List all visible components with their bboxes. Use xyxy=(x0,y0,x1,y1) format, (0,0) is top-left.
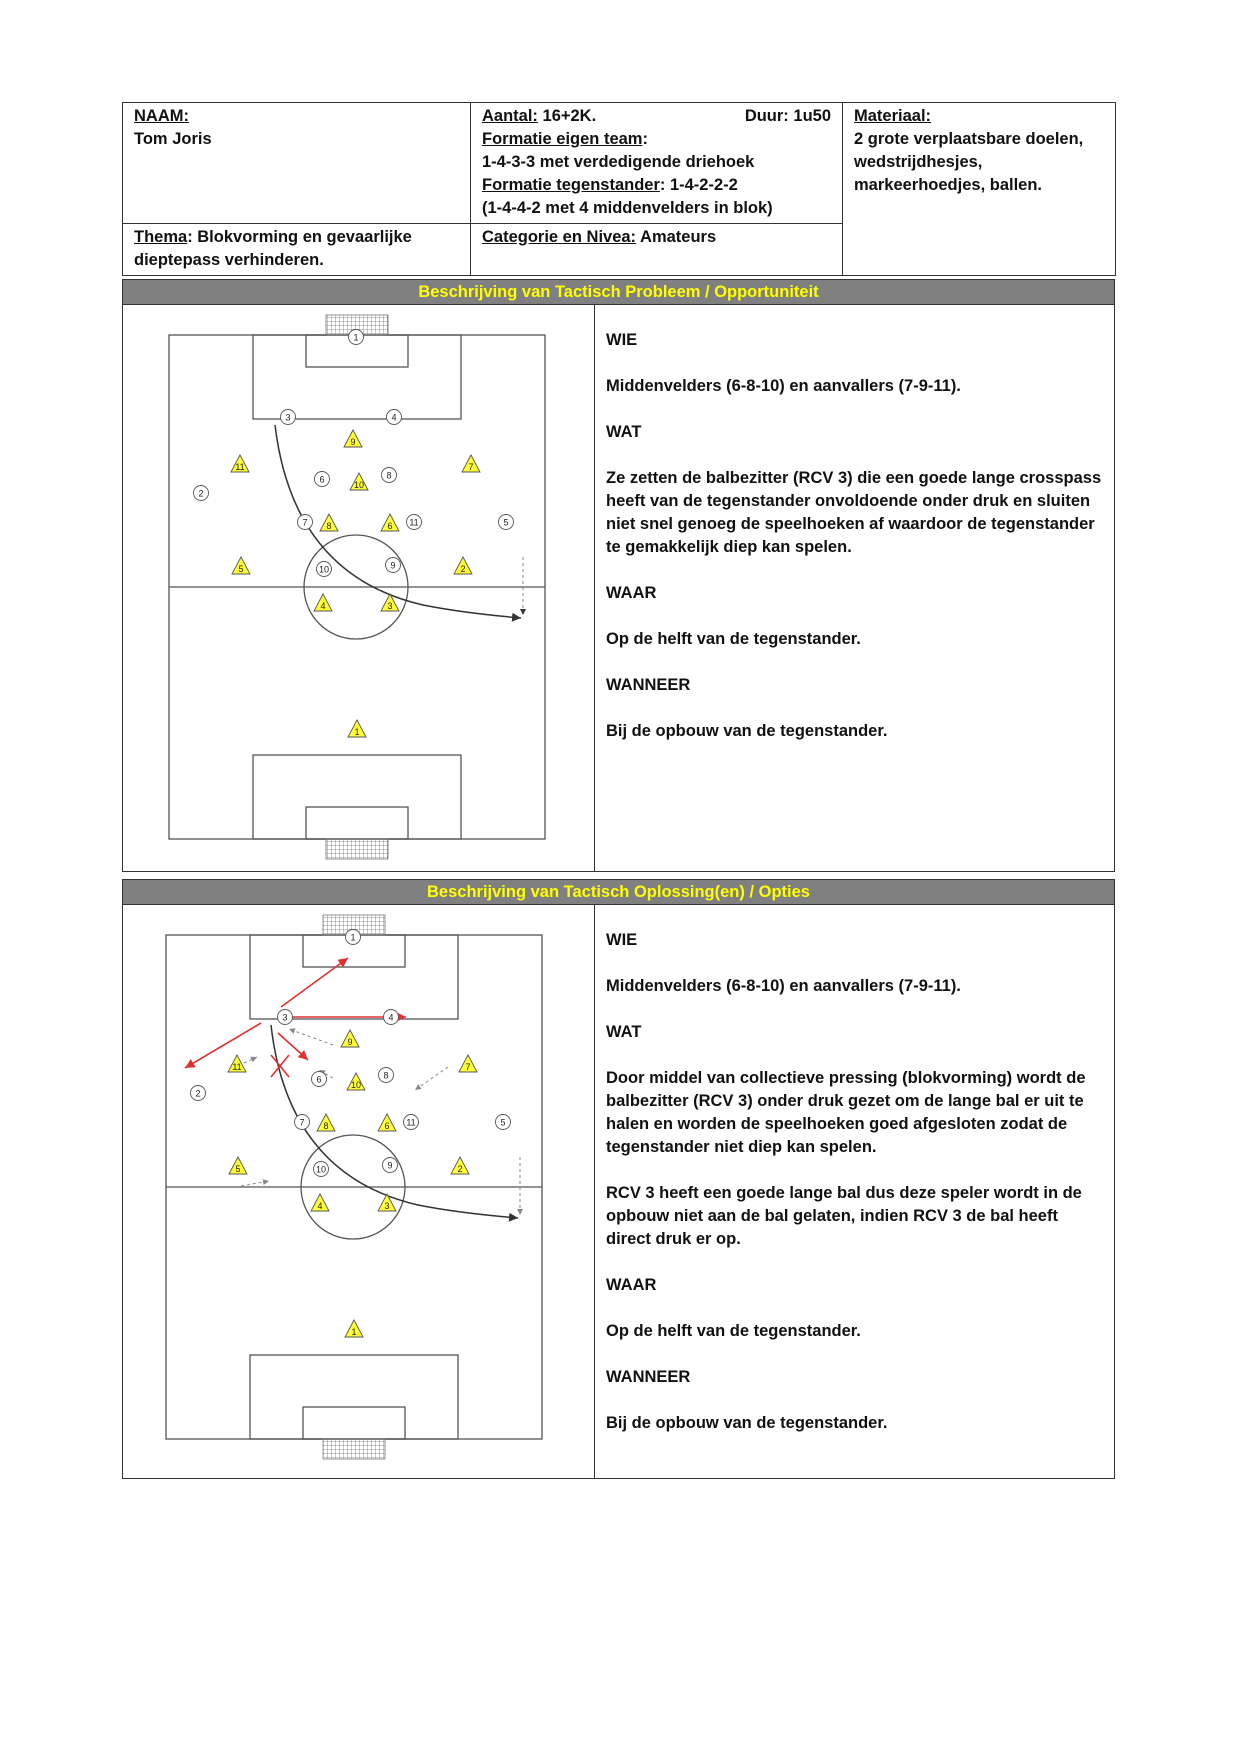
opponent-player-11 xyxy=(404,1115,419,1130)
own-player-label: 5 xyxy=(238,564,244,574)
thema-label: Thema xyxy=(134,228,188,246)
pitch-lines xyxy=(169,335,545,839)
solution-wat-text2: RCV 3 heeft een goede lange bal dus deze speler wordt in de opbouw niet aan de bal gelaten, indien RCV 3 de bal heeft direct druk er op. xyxy=(606,1184,1082,1248)
own-player-label: 6 xyxy=(387,521,393,531)
opponent-player-label: 8 xyxy=(383,1070,389,1081)
solution-pitch xyxy=(123,905,593,1478)
thema-cell xyxy=(123,224,471,276)
solution-text xyxy=(595,905,1114,1478)
aantal-value: 16+2K. xyxy=(542,107,597,125)
own-player-10 xyxy=(350,473,368,490)
problem-diagram xyxy=(123,305,595,871)
own-player-7 xyxy=(459,1055,477,1072)
problem-heading: Beschrijving van Tactisch Probleem / Opportuniteit xyxy=(123,280,1114,305)
own-player-label: 4 xyxy=(320,601,326,611)
opponent-player-10 xyxy=(317,562,332,577)
own-player-label: 11 xyxy=(235,462,245,472)
pitch-lines xyxy=(166,935,542,1439)
own-player-label: 1 xyxy=(354,727,360,737)
opponent-player-label: 5 xyxy=(500,1117,506,1128)
opponent-player-label: 5 xyxy=(503,517,509,528)
opponent-player-11 xyxy=(407,515,422,530)
opponent-player-6 xyxy=(315,472,330,487)
own-players xyxy=(231,430,480,737)
opponent-player-2 xyxy=(194,486,209,501)
opponent-player-label: 2 xyxy=(195,1088,201,1099)
opponent-player-label: 4 xyxy=(388,1012,394,1023)
own-player-label: 7 xyxy=(465,1062,471,1072)
formatie-tegen-note: (1-4-4-2 met 4 middenvelders in blok) xyxy=(482,199,773,217)
opponent-player-7 xyxy=(298,515,313,530)
own-player-1 xyxy=(345,1320,363,1337)
own-player-4 xyxy=(311,1194,329,1211)
categorie-label: Categorie en Nivea: xyxy=(482,228,637,246)
opponent-player-3 xyxy=(281,410,296,425)
problem-waar-label: WAAR xyxy=(606,584,657,602)
problem-pitch xyxy=(123,305,593,871)
formatie-eigen-label: Formatie eigen team xyxy=(482,130,643,148)
solution-wie-label: WIE xyxy=(606,931,638,949)
own-player-8 xyxy=(317,1114,335,1131)
own-player-6 xyxy=(381,514,399,531)
problem-wat-label: WAT xyxy=(606,423,642,441)
opponent-player-label: 4 xyxy=(391,412,397,423)
own-player-11 xyxy=(231,455,249,472)
problem-wie-label: WIE xyxy=(606,331,638,349)
opponent-player-label: 11 xyxy=(406,1117,416,1128)
own-player-label: 9 xyxy=(347,1037,353,1047)
opponent-player-label: 6 xyxy=(319,474,325,485)
opponent-player-label: 10 xyxy=(318,564,330,575)
problem-wanneer-text: Bij de opbouw van de tegenstander. xyxy=(606,722,888,740)
opponent-player-5 xyxy=(499,515,514,530)
own-player-label: 4 xyxy=(317,1201,323,1211)
own-player-label: 10 xyxy=(350,1080,362,1090)
aantal-label: Aantal: xyxy=(482,107,538,125)
own-players xyxy=(228,1030,477,1337)
own-player-9 xyxy=(344,430,362,447)
goal-bottom xyxy=(323,1439,385,1459)
opponent-player-label: 11 xyxy=(409,517,419,528)
own-player-label: 2 xyxy=(460,564,466,574)
own-player-1 xyxy=(348,720,366,737)
own-player-10 xyxy=(347,1073,365,1090)
own-player-5 xyxy=(232,557,250,574)
opponent-player-label: 3 xyxy=(285,412,291,423)
own-player-label: 8 xyxy=(323,1121,329,1131)
own-player-label: 10 xyxy=(353,480,365,490)
own-player-2 xyxy=(454,557,472,574)
opponent-player-9 xyxy=(386,558,401,573)
solution-diagram xyxy=(123,905,595,1478)
problem-section xyxy=(122,279,1115,872)
solution-wat-label: WAT xyxy=(606,1023,642,1041)
solution-section xyxy=(122,879,1115,1479)
solution-waar-text: Op de helft van de tegenstander. xyxy=(606,1322,861,1340)
own-player-6 xyxy=(378,1114,396,1131)
materiaal-cell xyxy=(843,103,1116,276)
own-player-4 xyxy=(314,594,332,611)
own-player-label: 3 xyxy=(384,1201,390,1211)
opponent-player-3 xyxy=(278,1010,293,1025)
info-table xyxy=(122,102,1116,276)
opponent-player-label: 1 xyxy=(350,932,356,943)
problem-wie-text: Middenvelders (6-8-10) en aanvallers (7-9-11). xyxy=(606,377,961,395)
own-player-label: 8 xyxy=(326,521,332,531)
opponent-player-label: 6 xyxy=(316,1074,322,1085)
pass-options xyxy=(185,958,406,1068)
own-player-label: 6 xyxy=(384,1121,390,1131)
own-player-label: 11 xyxy=(232,1062,242,1072)
problem-waar-text: Op de helft van de tegenstander. xyxy=(606,630,861,648)
own-player-11 xyxy=(228,1055,246,1072)
naam-cell xyxy=(123,103,471,224)
naam-label: NAAM: xyxy=(134,107,189,125)
own-player-label: 7 xyxy=(468,462,474,472)
solution-wanneer-text: Bij de opbouw van de tegenstander. xyxy=(606,1414,888,1432)
own-player-label: 2 xyxy=(457,1164,463,1174)
opponent-player-label: 8 xyxy=(386,470,392,481)
opponent-player-8 xyxy=(382,468,397,483)
materiaal-value: 2 grote verplaatsbare doelen, wedstrijdhesjes, markeerhoedjes, ballen. xyxy=(854,130,1084,194)
opponent-player-6 xyxy=(312,1072,327,1087)
own-player-7 xyxy=(462,455,480,472)
own-player-label: 1 xyxy=(351,1327,357,1337)
own-player-9 xyxy=(341,1030,359,1047)
opponent-player-label: 1 xyxy=(353,332,359,343)
own-player-3 xyxy=(378,1194,396,1211)
opponent-player-label: 2 xyxy=(198,488,204,499)
own-player-5 xyxy=(229,1157,247,1174)
opponent-player-label: 9 xyxy=(390,560,396,571)
categorie-cell xyxy=(471,224,843,276)
opponent-player-5 xyxy=(496,1115,511,1130)
goal-bottom xyxy=(326,839,388,859)
formatie-tegen-label: Formatie tegenstander xyxy=(482,176,660,194)
own-player-8 xyxy=(320,514,338,531)
solution-wat-text: Door middel van collectieve pressing (blokvorming) wordt de balbezitter (RCV 3) onder druk gezet om de lange bal er uit te halen en worden de speelhoeken goed afgesloten zodat de tegenstander niet diep kan spelen. xyxy=(606,1069,1086,1156)
problem-wat-text: Ze zetten de balbezitter (RCV 3) die een goede lange crosspass heeft van de tegenstander onvoldoende onder druk en sluiten niet snel genoeg de speelhoeken af waardoor de tegenstander te gemakkelijk diep kan spelen. xyxy=(606,469,1102,556)
materiaal-label: Materiaal: xyxy=(854,107,932,125)
solution-wanneer-label: WANNEER xyxy=(606,1368,691,1386)
opponent-player-label: 9 xyxy=(387,1160,393,1171)
own-player-label: 9 xyxy=(350,437,356,447)
own-player-label: 3 xyxy=(387,601,393,611)
solution-heading: Beschrijving van Tactisch Oplossing(en) / Opties xyxy=(123,880,1114,905)
solution-waar-label: WAAR xyxy=(606,1276,657,1294)
formatie-eigen-value: 1-4-3-3 met verdedigende driehoek xyxy=(482,153,755,171)
opponent-player-2 xyxy=(191,1086,206,1101)
opponent-player-1 xyxy=(349,330,364,345)
own-player-label: 5 xyxy=(235,1164,241,1174)
opponent-player-10 xyxy=(314,1162,329,1177)
opponent-player-1 xyxy=(346,930,361,945)
opponent-player-9 xyxy=(383,1158,398,1173)
opponent-player-label: 7 xyxy=(299,1117,305,1128)
opponent-player-label: 10 xyxy=(315,1164,327,1175)
thema-value: : Blokvorming en gevaarlijke dieptepass verhinderen. xyxy=(134,228,412,269)
opponent-player-label: 3 xyxy=(282,1012,288,1023)
formatie-tegen-value: : 1-4-2-2-2 xyxy=(659,176,738,194)
opponent-player-label: 7 xyxy=(302,517,308,528)
naam-value: Tom Joris xyxy=(134,130,212,148)
categorie-value: Amateurs xyxy=(636,228,717,246)
opponent-player-8 xyxy=(379,1068,394,1083)
own-player-2 xyxy=(451,1157,469,1174)
opponent-player-7 xyxy=(295,1115,310,1130)
opponent-player-4 xyxy=(384,1010,399,1025)
opponent-player-4 xyxy=(387,410,402,425)
problem-wanneer-label: WANNEER xyxy=(606,676,691,694)
problem-text xyxy=(595,305,1114,871)
duur: Duur: 1u50 xyxy=(744,107,831,125)
solution-wie-text: Middenvelders (6-8-10) en aanvallers (7-9-11). xyxy=(606,977,961,995)
aantal-cell: Aantal: 16+2K. Duur: 1u50 Formatie eigen team: 1-4-3-3 met verdedigende driehoek Formatie tegenstander: 1-4-2-2-2 (1-4-4-2 met 4 middenvelders in blok) xyxy=(471,103,843,224)
